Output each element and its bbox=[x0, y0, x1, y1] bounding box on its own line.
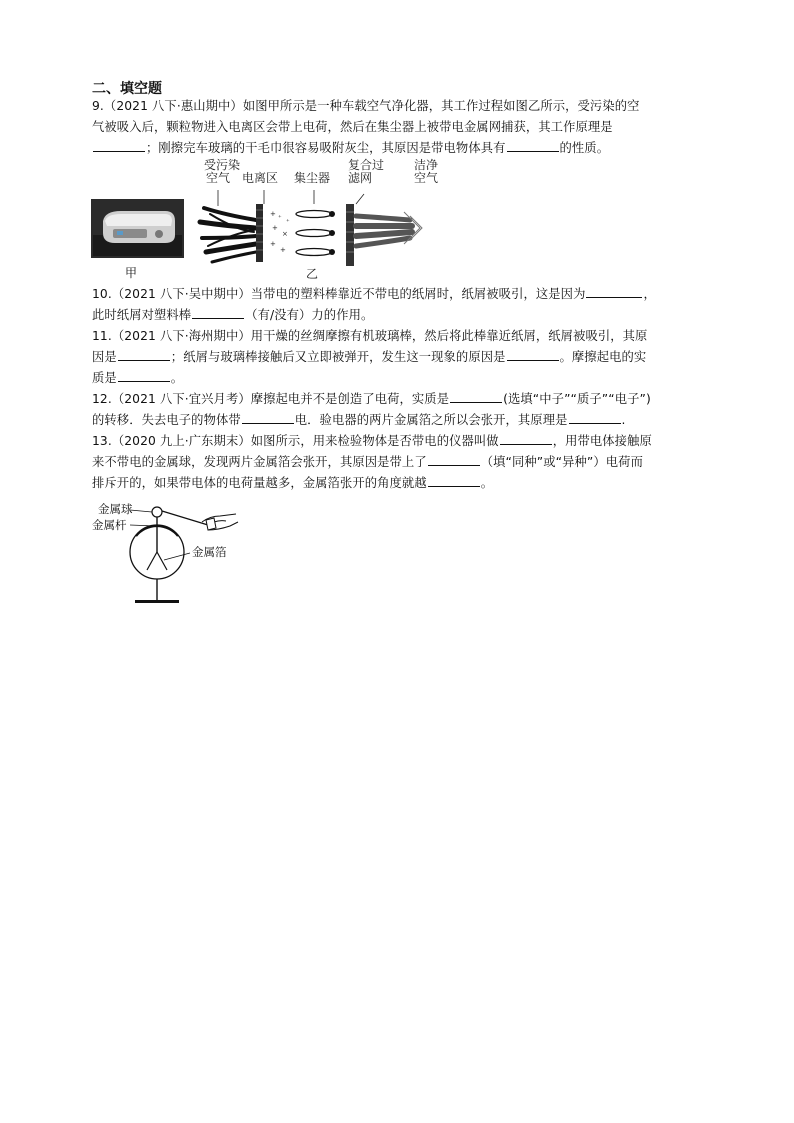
label-text: 受污染 bbox=[204, 158, 241, 172]
q11-text: 。摩擦起电的实 bbox=[559, 350, 647, 364]
air-purifier-photo bbox=[91, 199, 184, 258]
label-text: 滤网 bbox=[348, 171, 373, 185]
label-text: 洁净 bbox=[414, 158, 439, 172]
q12-text: 电．验电器的两片金属箔之所以会张开，其原理是 bbox=[294, 413, 568, 427]
label-ionization-zone: 电离区 bbox=[242, 171, 279, 185]
section-title: 二、填空题 bbox=[92, 81, 162, 97]
label-metal-rod: 金属杆 bbox=[92, 518, 127, 532]
figure-b-caption: 乙 bbox=[306, 267, 319, 281]
q10-text: （有/没有）力的作用。 bbox=[245, 308, 374, 322]
answer-blank[interactable] bbox=[192, 306, 244, 319]
q13-text: 13.（2020 九上·广东期末）如图所示，用来检验物体是否带电的仪器叫做 bbox=[92, 434, 499, 448]
label-metal-ball: 金属球 bbox=[98, 502, 133, 516]
q10-text: 此时纸屑对塑料棒 bbox=[92, 308, 192, 322]
label-composite-filter bbox=[348, 159, 384, 185]
q13-line-1 bbox=[92, 431, 704, 452]
q11-text: 因是 bbox=[92, 350, 117, 364]
answer-blank[interactable] bbox=[507, 139, 559, 152]
q9-text: ；刚擦完车玻璃的干毛巾很容易吸附灰尘，其原因是带电物体具有 bbox=[146, 141, 506, 155]
q12-text: 的转移．失去电子的物体带 bbox=[92, 413, 241, 427]
q13-line-3 bbox=[92, 473, 704, 494]
label-text: 空气 bbox=[206, 171, 231, 185]
answer-blank[interactable] bbox=[118, 348, 170, 361]
svg-text:+: + bbox=[270, 240, 276, 248]
answer-blank[interactable] bbox=[118, 369, 170, 382]
q11-line-3 bbox=[92, 368, 704, 389]
answer-blank[interactable] bbox=[507, 348, 559, 361]
q12-text: (选填“中子”“质子”“电子”) bbox=[503, 392, 651, 406]
purifier-process-diagram bbox=[196, 160, 456, 284]
label-polluted-air bbox=[204, 159, 240, 185]
q10-line-2 bbox=[92, 305, 704, 326]
question-11 bbox=[92, 326, 704, 389]
label-text: 空气 bbox=[414, 171, 439, 185]
figure-a-caption: 甲 bbox=[125, 266, 138, 280]
q12-line-2 bbox=[92, 410, 704, 431]
q11-line-1: 11.（2021 八下·海州期中）用干燥的丝绸摩擦有机玻璃棒，然后将此棒靠近纸屑，纸屑被吸引，其原 bbox=[92, 329, 648, 343]
q11-text: 。 bbox=[170, 371, 184, 385]
answer-blank[interactable] bbox=[586, 285, 642, 298]
svg-text:×: × bbox=[282, 230, 288, 238]
q13-text: 来不带电的金属球，发现两片金属箔会张开，其原因是带上了 bbox=[92, 455, 427, 469]
svg-text:+: + bbox=[272, 224, 278, 232]
svg-text:+: + bbox=[270, 210, 276, 218]
svg-text:⁺: ⁺ bbox=[286, 218, 290, 226]
q11-line-2 bbox=[92, 347, 704, 368]
q10-text: 10.（2021 八下·吴中期中）当带电的塑料棒靠近不带电的纸屑时，纸屑被吸引，这是因为 bbox=[92, 287, 586, 301]
answer-blank[interactable] bbox=[569, 411, 621, 424]
q9-line-1: 9.（2021 八下·惠山期中）如图甲所示是一种车载空气净化器，其工作过程如图乙所示，受污染的空 bbox=[92, 99, 640, 113]
question-12 bbox=[92, 389, 704, 431]
q9-line-3 bbox=[92, 138, 704, 159]
q11-text: ；纸屑与玻璃棒接触后又立即被弹开，发生这一现象的原因是 bbox=[170, 350, 506, 364]
answer-blank[interactable] bbox=[500, 432, 552, 445]
q9-line-2: 气被吸入后，颗粒物进入电离区会带上电荷，然后在集尘器上被带电金属网捕获，其工作原理是 bbox=[92, 120, 613, 134]
q13-line-2 bbox=[92, 452, 704, 473]
q10-line-1 bbox=[92, 284, 704, 305]
question-10 bbox=[92, 284, 704, 326]
q13-text: ，用带电体接触原 bbox=[552, 434, 652, 448]
q12-text: 12.（2021 八下·宜兴月考）摩擦起电并不是创造了电荷，实质是 bbox=[92, 392, 450, 406]
answer-blank[interactable] bbox=[428, 474, 480, 487]
q9-text: 的性质。 bbox=[559, 141, 610, 155]
q13-text: 排斥开的，如果带电体的电荷量越多，金属箔张开的角度就越 bbox=[92, 476, 427, 490]
label-dust-collector: 集尘器 bbox=[294, 171, 331, 185]
q13-text: 。 bbox=[480, 476, 494, 490]
label-metal-foil: 金属箔 bbox=[192, 545, 227, 559]
question-13 bbox=[92, 431, 704, 494]
label-text: 复合过 bbox=[348, 158, 385, 172]
svg-text:⁺: ⁺ bbox=[278, 214, 282, 222]
q12-line-1 bbox=[92, 389, 704, 410]
q13-text: （填“同种”或“异种”）电荷而 bbox=[480, 455, 643, 469]
answer-blank[interactable] bbox=[242, 411, 294, 424]
answer-blank[interactable] bbox=[450, 390, 502, 403]
electroscope-figure bbox=[90, 500, 250, 610]
answer-blank[interactable] bbox=[93, 139, 145, 152]
label-clean-air bbox=[414, 159, 438, 185]
q12-text: . bbox=[621, 413, 626, 427]
q11-text: 质是 bbox=[92, 371, 117, 385]
answer-blank[interactable] bbox=[428, 453, 480, 466]
q10-text: ， bbox=[643, 287, 656, 301]
svg-text:+: + bbox=[280, 246, 286, 254]
question-9 bbox=[92, 96, 704, 159]
